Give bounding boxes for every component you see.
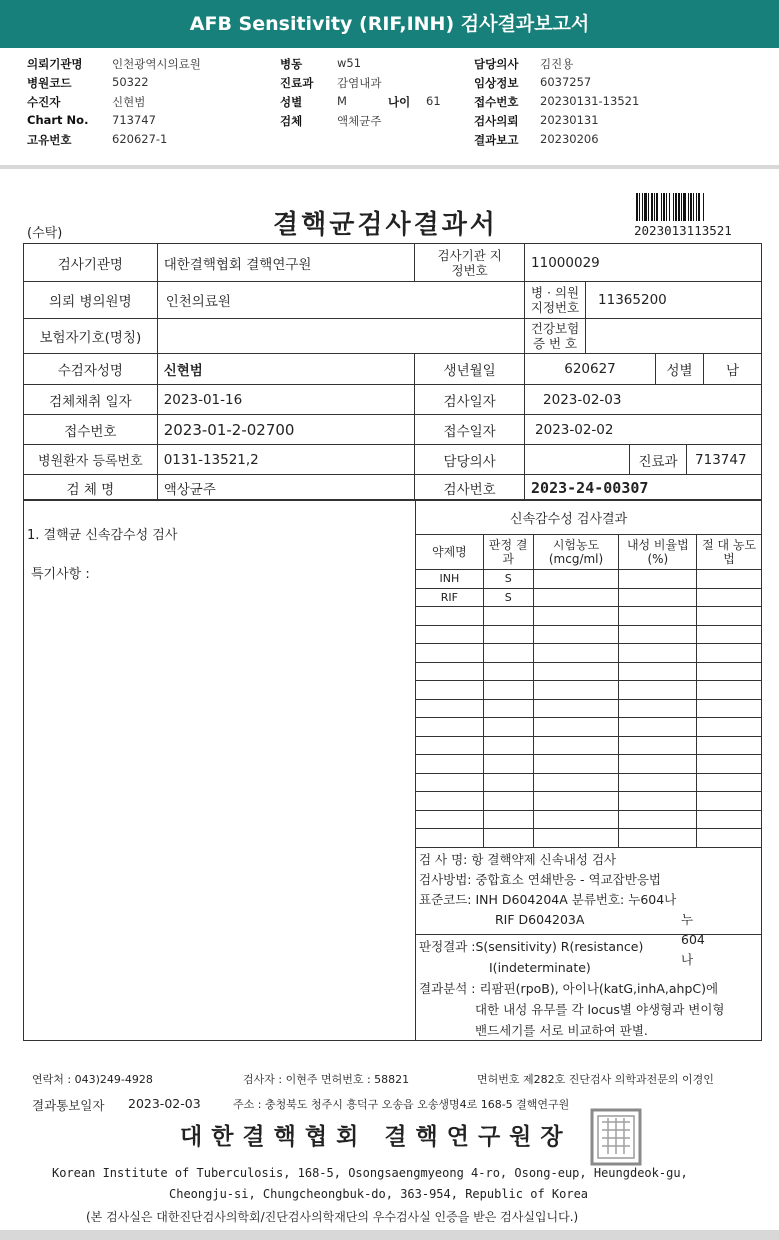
notify-date: 2023-02-03 [128,1096,201,1111]
header-row [0,113,779,132]
header-value: M [337,94,347,108]
label-cell: 보험자기호(명칭) [24,319,158,354]
table-row [416,810,762,829]
header-row [0,94,779,113]
header-key: 검사의뢰 [474,114,519,128]
header-value: 6037257 [540,75,592,89]
header-value: 20230206 [540,132,599,146]
header-key: 결과보고 [474,133,519,147]
label-cell: 병 · 의원 지정번호 [525,282,586,318]
header-value: 50322 [112,75,149,89]
header-key: 의뢰기관명 [27,57,83,71]
divider [0,165,779,169]
document-title: 결핵균검사결과서 [273,210,498,240]
certification-note: (본 검사실은 대한진단검사의학회/진단검사의학재단의 우수검사실 인증을 받은 검사실입니다.) [86,1210,579,1224]
value-cell: 620627 [525,354,656,385]
header-value: 61 [426,94,441,108]
column-header: 시험농도 (mcg/ml) [533,535,619,570]
header-key: 수진자 [27,95,61,109]
value-cell: 액상균주 [157,475,414,501]
table-row [416,699,762,718]
column-header: 내성 비율법(%) [619,535,697,570]
label-cell: 접수일자 [415,415,525,445]
english-address: Cheongju-si, Chungcheongbuk-do, 363-954, Republic of Korea [169,1187,589,1201]
judgement-text [419,936,724,1041]
table-row [416,755,762,774]
header-value: 김진용 [540,57,574,71]
header-value: w51 [337,56,362,70]
result-cell: S [483,570,533,589]
value-cell: 2023-01-16 [157,385,414,415]
header-key: 진료과 [280,76,314,90]
drug-cell: RIF [416,588,484,607]
drug-cell: INH [416,570,484,589]
column-header: 절 대 농도법 [697,535,762,570]
label-cell: 건강보험 증 번 호 [525,319,586,353]
tester: 검사자 : 이현주 면허번호 : 58821 [243,1073,410,1086]
table-row [416,829,762,848]
header-value: 620627-1 [112,132,168,146]
table-row [416,773,762,792]
value-cell: 11000029 [525,244,762,282]
divider [0,1230,779,1240]
label-cell: 생년월일 [415,354,525,385]
label-cell: 검체채취 일자 [24,385,158,415]
header-key: 임상정보 [474,76,519,90]
special-notes-label: 특기사항 : [31,567,90,582]
english-address: Korean Institute of Tuberculosis, 168-5, Osongsaengmyeong 4-ro, Osong-eup, Heungdeok-gu, [52,1166,688,1180]
dept-cell [525,445,762,475]
method-line: 검사방법: 중합효소 연쇄반응 - 역교잡반응법 [419,872,661,887]
header-value: 20230131-13521 [540,94,640,108]
value-cell: 11365200 [598,292,667,308]
label-cell: 수검자성명 [24,354,158,385]
header-key: Chart No. [27,113,89,127]
header-value: 인천광역시의료원 [112,57,201,71]
label-cell: 의뢰 병의원명 [24,282,158,319]
judgement-line: 밴드세기를 서로 비교하여 판별. [475,1023,648,1038]
card-cell [525,319,762,354]
label-cell: 병원환자 등록번호 [24,445,158,475]
table-row [416,662,762,681]
header-key: 성별 [280,95,303,109]
contact: 연락처 : 043)249-4928 [32,1073,153,1086]
value-cell: 신현범 [157,354,414,385]
method-code: RIF D604203A [495,912,585,927]
table-row [416,792,762,811]
table-row [416,644,762,663]
sutak-label: (수탁) [27,226,63,241]
label-cell: 검사기관 지정번호 [415,244,525,282]
header-row [0,75,779,94]
result-table [415,534,762,848]
value-cell: 인천의료원 [157,282,524,319]
value-cell: 0131-13521,2 [157,445,414,475]
label-cell: 진료과 [629,445,687,474]
header-key: 병원코드 [27,76,72,90]
info-grid [23,243,762,501]
method-code: 누604나 [681,912,705,967]
label-cell: 검사번호 [415,475,525,501]
result-title: 신속감수성 검사결과 [510,512,628,527]
test-item: 1. 결핵균 신속감수성 검사 [27,528,178,543]
header-value: 액체균주 [337,114,382,128]
value-cell: 2023-02-02 [525,415,762,445]
req-no-cell [525,282,762,319]
judgement-line: 대한 내성 유무를 각 locus별 야생형과 변이형 [475,1002,725,1017]
header-key: 접수번호 [474,95,519,109]
column-header: 판정 결과 [483,535,533,570]
header-key: 검체 [280,114,303,128]
organization-name: 대한결핵협회 결핵연구원장 [180,1124,572,1150]
license: 면허번호 제282호 진단검사 의학과전문의 이경인 [477,1073,714,1086]
header-value: 713747 [112,113,156,127]
table-row [416,625,762,644]
label-cell: 검사기관명 [24,244,158,282]
method-line: 표준코드: INH D604204A 분류번호: 누604나 [419,892,677,907]
value-cell: 2023-02-03 [525,385,762,415]
report-banner: AFB Sensitivity (RIF,INH) 검사결과보고서 [0,0,779,48]
header-value: 20230131 [540,113,599,127]
column-header: 약제명 [416,535,484,570]
table-row [416,607,762,626]
value-cell: 2023-24-00307 [525,475,762,501]
judgement-line: 판정결과 :S(sensitivity) R(resistance) [419,939,644,954]
table-row [416,736,762,755]
table-row [416,718,762,737]
value-cell: 대한결핵협회 결핵연구원 [157,244,414,282]
header-value: 신현범 [112,95,146,109]
header-key: 병동 [280,57,303,71]
result-cell: S [483,588,533,607]
official-seal-icon [590,1108,642,1166]
label-cell: 담당의사 [415,445,525,475]
value-cell: 2023-01-2-02700 [157,415,414,445]
header-key: 고유번호 [27,133,72,147]
value-cell: 남 [703,354,761,385]
header-value: 감염내과 [337,76,382,90]
method-line: 검 사 명: 항 결핵약제 신속내성 검사 [419,852,617,867]
value-cell: 713747 [695,451,747,468]
header-row [0,56,779,75]
judgement-line: 결과분석 : 리팜핀(rpoB), 아이나(katG,inhA,ahpC)에 [419,981,719,996]
table-row [416,681,762,700]
label-cell: 접수번호 [24,415,158,445]
label-cell: 검 체 명 [24,475,158,501]
header-key: 담당의사 [474,57,519,71]
label-cell: 검사일자 [415,385,525,415]
barcode-number: 2023013113521 [634,223,732,238]
address: 주소 : 충청북도 청주시 흥덕구 오송읍 오송생명4로 168-5 결핵연구원 [233,1098,570,1111]
label-cell: 성별 [656,354,704,385]
notify-label: 결과통보일자 [32,1098,105,1113]
judgement-line: I(indeterminate) [489,960,591,975]
barcode-icon [636,193,742,221]
header-row [0,132,779,151]
header-key: 나이 [388,95,411,109]
